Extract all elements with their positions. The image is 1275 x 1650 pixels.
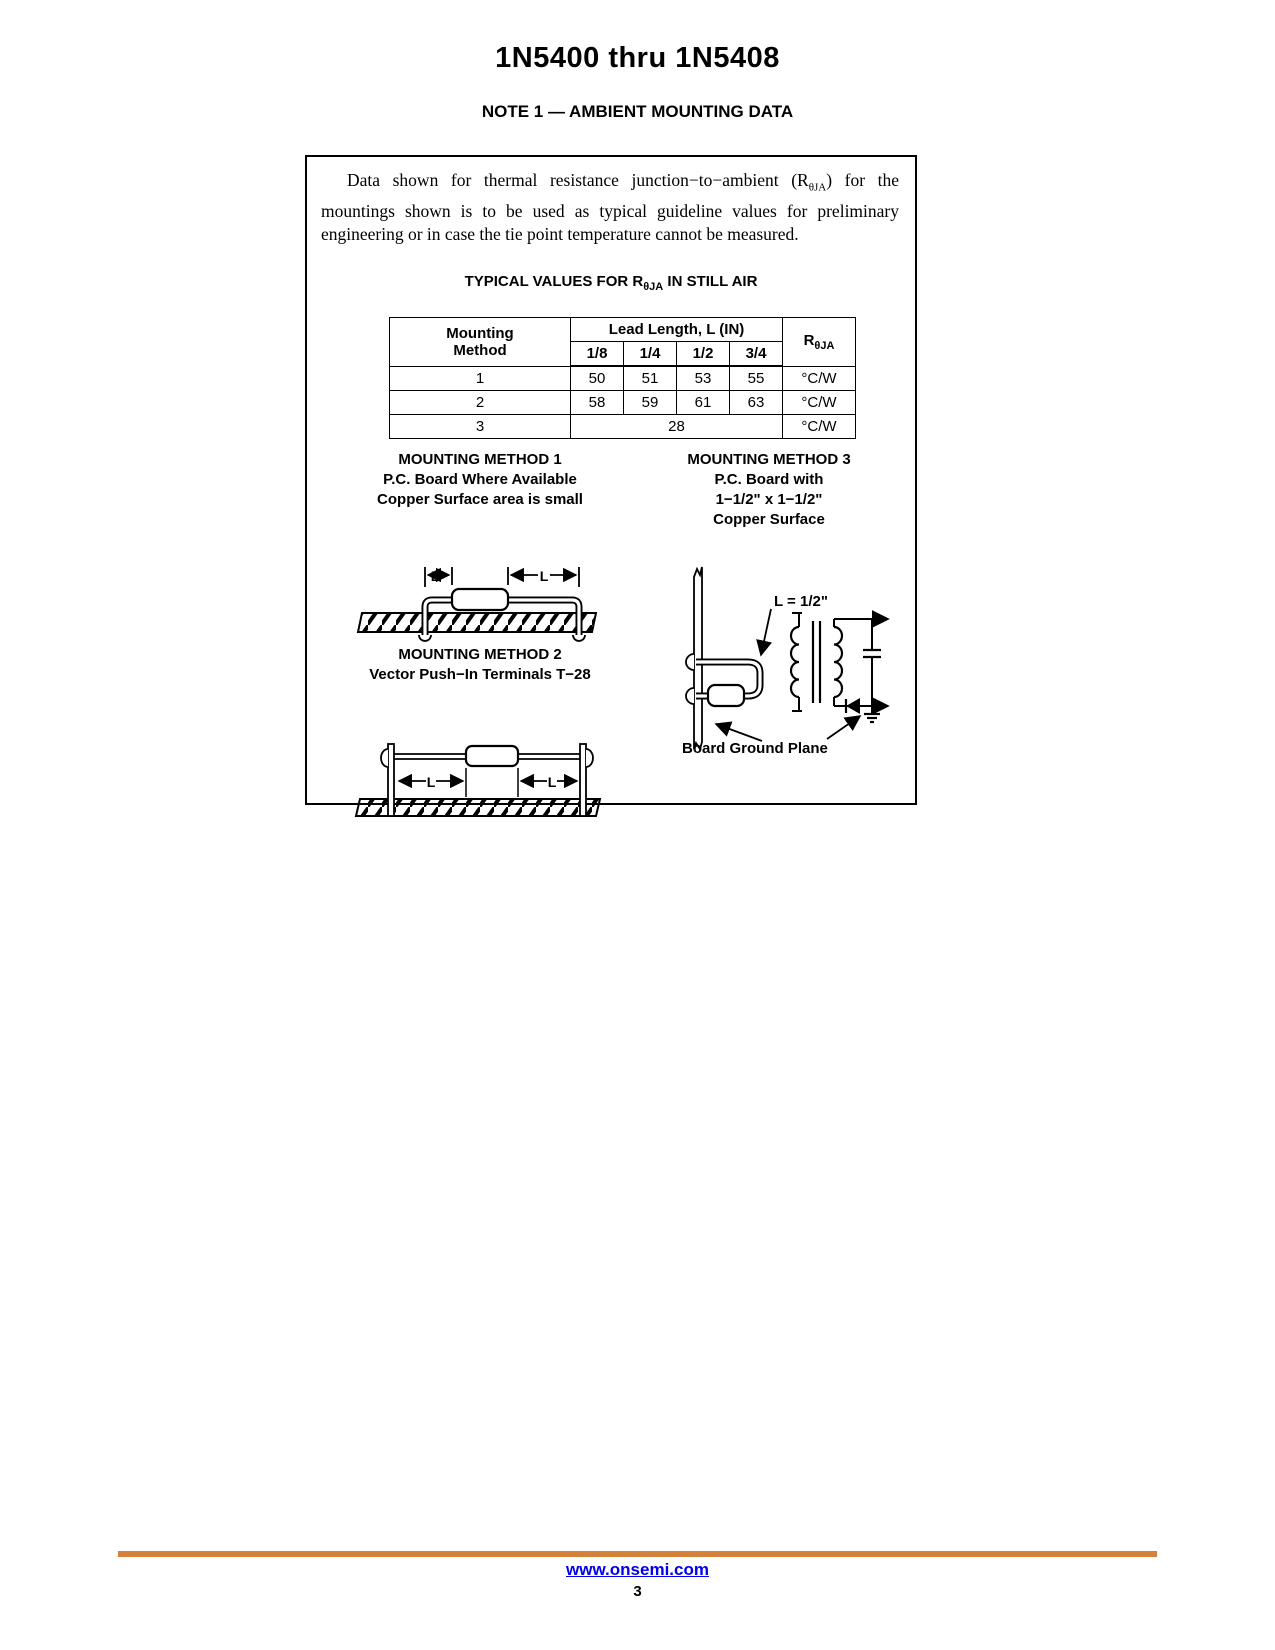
table-row <box>390 366 856 391</box>
mounting-method-3-diagram <box>634 557 919 757</box>
ground-plane-label: Board Ground Plane <box>682 740 828 757</box>
cell-merged-value: 28 <box>571 415 783 439</box>
note-box <box>305 155 917 805</box>
note-paragraph <box>321 169 899 246</box>
note-heading: NOTE 1 — AMBIENT MOUNTING DATA <box>481 102 794 121</box>
cell-value: 61 <box>677 391 730 415</box>
cell-method: 3 <box>390 415 571 439</box>
cell-value: 55 <box>730 366 783 391</box>
footer-rule <box>118 1551 1157 1557</box>
rtheta-table <box>389 317 856 439</box>
cell-value: 51 <box>624 366 677 391</box>
onsemi-link[interactable]: www.onsemi.com <box>566 1560 709 1579</box>
paragraph-subscript: θJA <box>808 181 827 194</box>
terminal-head <box>381 749 388 767</box>
capacitor-symbol <box>863 619 881 706</box>
lead-foot <box>419 635 431 641</box>
table-title: TYPICAL VALUES FOR $R_{\theta JA}$ IN STILL AIR <box>464 273 758 293</box>
cell-unit: °C/W <box>783 366 856 391</box>
terminal-bump <box>686 654 694 670</box>
cell-value: 50 <box>571 366 624 391</box>
dim-label-l: L <box>426 774 436 790</box>
cell-unit: °C/W <box>783 415 856 439</box>
lead-length-label: L = 1/2" <box>774 593 828 610</box>
mounting-method-1-heading: MOUNTING METHOD 1 P.C. Board Where Available Copper Surface area is small <box>377 451 583 508</box>
mounting-method-1-diagram <box>354 559 604 649</box>
rtheta-table-wrap <box>389 317 856 439</box>
ground-symbol <box>864 706 880 722</box>
terminal-bump <box>686 688 694 704</box>
cell-method: 1 <box>390 366 571 391</box>
dim-label-l: L <box>539 568 549 584</box>
col-header-rtheta: $R_{\theta JA}$ <box>783 318 856 367</box>
col-header-1-4: 1/4 <box>624 342 677 367</box>
page-title: 1N5400 thru 1N5408 <box>495 42 780 74</box>
dim-label-l: L <box>547 774 557 790</box>
footer-link-wrap <box>0 1560 1275 1580</box>
paragraph-text-2: ) for the mountings shown is to be used as typical guideline values for preliminary engineering or in case the tie point temperature cannot be measured. <box>321 170 899 244</box>
cell-value: 58 <box>571 391 624 415</box>
table-row <box>390 391 856 415</box>
dim-label-l: L <box>430 568 440 584</box>
push-in-terminal-left <box>388 744 394 816</box>
col-header-lead-length: Lead Length, L (IN) <box>571 318 783 342</box>
diode-symbol <box>846 698 860 714</box>
col-header-mounting-method: Mounting Method <box>390 318 571 367</box>
mounting-method-3-heading: MOUNTING METHOD 3 P.C. Board with 1−1/2" x 1−1/2" Copper Surface <box>687 451 851 528</box>
lead-foot <box>573 635 585 641</box>
col-header-1-8: 1/8 <box>571 342 624 367</box>
pcb-board <box>358 613 596 632</box>
cell-unit: °C/W <box>783 391 856 415</box>
terminal-head <box>586 749 593 767</box>
diode-body <box>452 589 508 610</box>
diode-body <box>466 746 518 766</box>
cell-value: 53 <box>677 366 730 391</box>
paragraph-text-1: Data shown for thermal resistance junction−to−ambient (R <box>347 170 809 190</box>
col-header-1-2: 1/2 <box>677 342 730 367</box>
mounting-method-2-heading: MOUNTING METHOD 2 Vector Push−In Terminals T−28 <box>369 646 591 683</box>
transformer-symbol <box>791 613 842 711</box>
cell-value: 63 <box>730 391 783 415</box>
diode-body <box>708 685 744 706</box>
vertical-pcb-board <box>694 567 702 749</box>
footer-page-number: 3 <box>633 1583 642 1600</box>
table-row <box>390 415 856 439</box>
mounting-method-2-diagram <box>354 741 604 821</box>
cell-method: 2 <box>390 391 571 415</box>
push-in-terminal-right <box>580 744 586 816</box>
cell-value: 59 <box>624 391 677 415</box>
col-header-3-4: 3/4 <box>730 342 783 367</box>
